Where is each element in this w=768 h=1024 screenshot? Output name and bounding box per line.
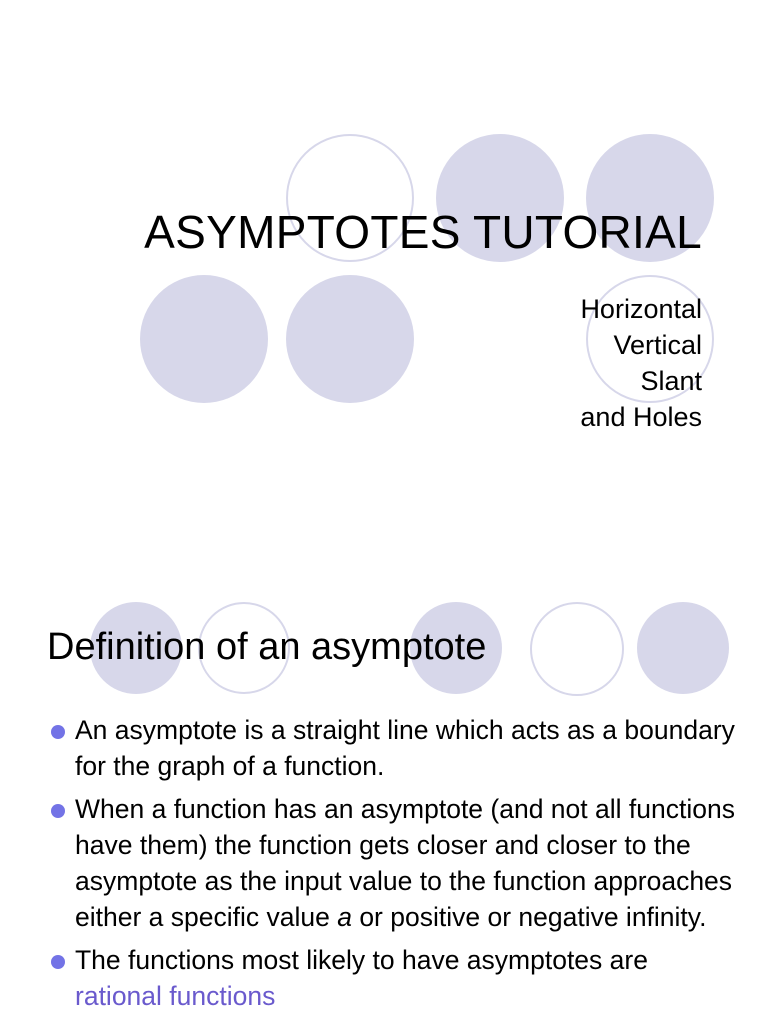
bullet-icon	[51, 725, 65, 739]
subtitle-line: Vertical	[613, 330, 702, 360]
subtitle-line: Horizontal	[580, 294, 702, 324]
bullet-text: When a function has an asymptote (and not all functions have them) the function gets closer and closer to the asymptote as the input value to the function approaches either a specific value	[75, 794, 735, 932]
bullet-icon	[51, 804, 65, 818]
bullet-item	[47, 791, 737, 935]
bullet-item	[47, 942, 737, 1014]
bullet-item	[47, 712, 737, 784]
subtitle-list	[580, 291, 702, 435]
subtitle-line: Slant	[640, 366, 702, 396]
variable-a: a	[337, 902, 352, 932]
definition-slide	[0, 560, 768, 1024]
bullet-list	[47, 712, 737, 1021]
rational-functions-link[interactable]: rational functions	[75, 981, 276, 1011]
bullet-text: or positive or negative infinity.	[351, 902, 707, 932]
decorative-circle-filled	[140, 275, 268, 403]
slide-title: ASYMPTOTES TUTORIAL	[144, 206, 702, 258]
slide-heading: Definition of an asymptote	[47, 626, 487, 668]
bullet-text: An asymptote is a straight line which acts as a boundary for the graph of a function.	[75, 715, 735, 781]
decorative-circle-filled	[637, 602, 729, 694]
bullet-icon	[51, 955, 65, 969]
bullet-text: The functions most likely to have asymptotes are	[75, 945, 648, 975]
decorative-circle-outline	[530, 602, 624, 696]
subtitle-line: and Holes	[580, 402, 702, 432]
decorative-circle-filled	[286, 275, 414, 403]
